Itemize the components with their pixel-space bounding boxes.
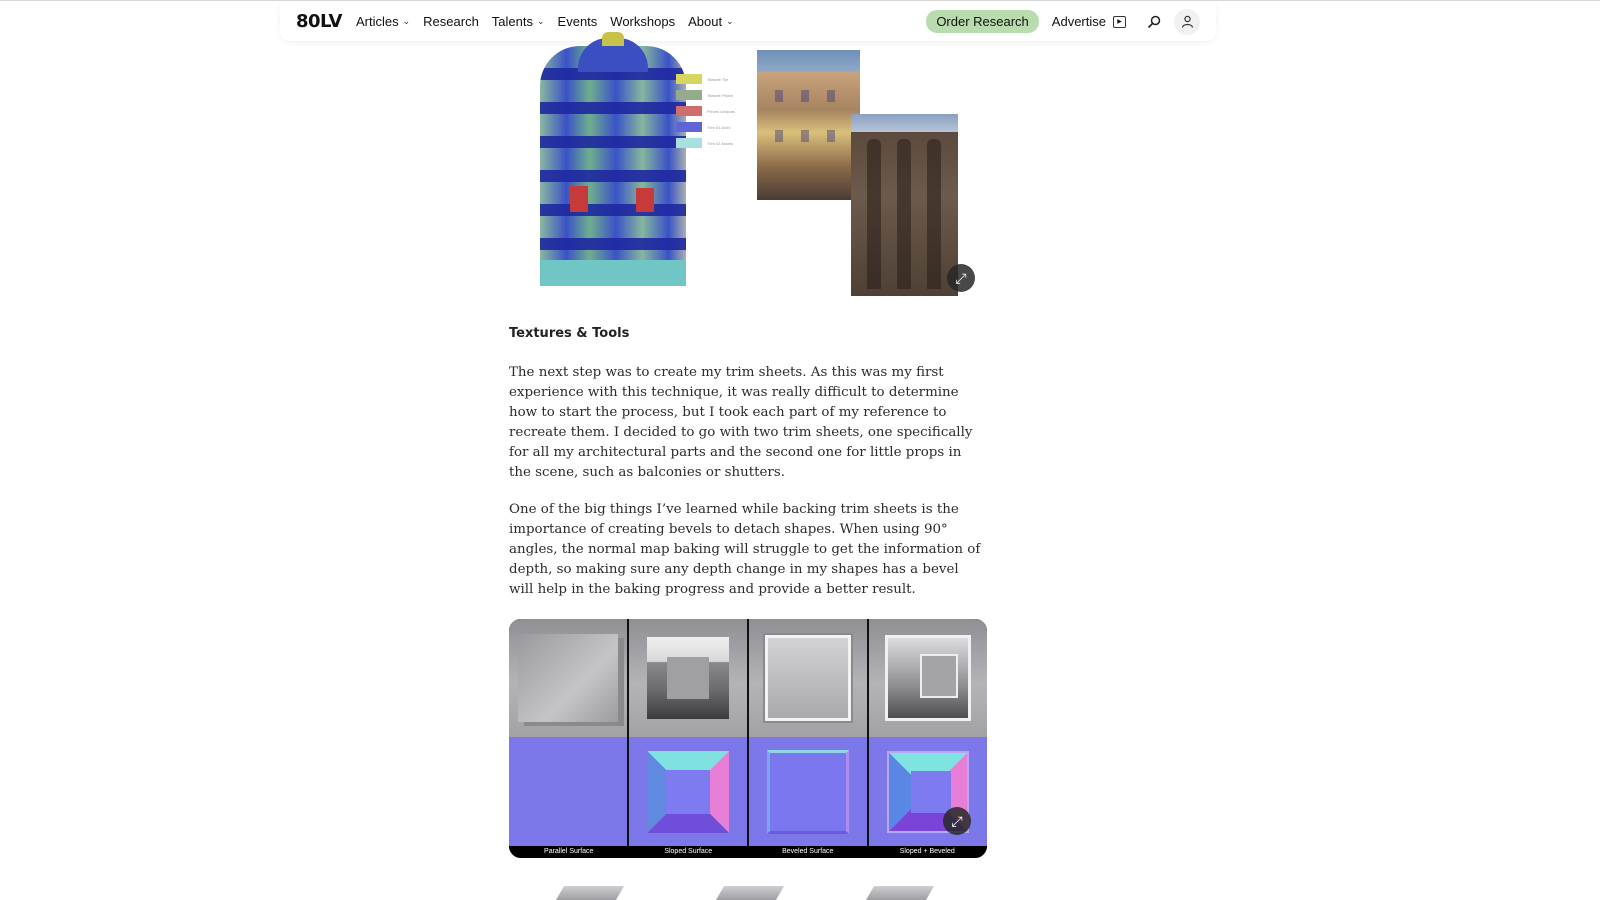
- flat-box-shape: [518, 634, 618, 722]
- column-shape: [927, 139, 941, 289]
- legend-row: [676, 135, 735, 151]
- normal-face: [911, 771, 951, 813]
- nav-articles-label: Articles: [355, 14, 399, 29]
- window-shape: [827, 130, 835, 142]
- window-shape: [827, 90, 835, 102]
- trim-legend: [676, 71, 735, 151]
- expand-icon[interactable]: ⤢: [947, 264, 975, 292]
- top-navbar: [280, 2, 1216, 41]
- beveled-surface-render: [749, 619, 867, 737]
- advertise-label: Advertise: [1051, 14, 1106, 29]
- search-icon[interactable]: [1142, 10, 1166, 34]
- reference-photo: [757, 50, 860, 200]
- unique-piece-mark: [570, 186, 588, 212]
- sloped-box-shape: [647, 637, 729, 719]
- nav-talents[interactable]: [492, 14, 545, 29]
- top-border: [0, 0, 1600, 1]
- order-research-button[interactable]: Order Research: [926, 10, 1038, 33]
- legend-row: [676, 103, 735, 119]
- nav-articles[interactable]: [356, 14, 410, 29]
- advertise-link[interactable]: [1052, 14, 1126, 29]
- caption: Sloped Surface: [664, 848, 713, 855]
- sloped-surface-render: [629, 619, 747, 737]
- chevron-down-icon: ⌄: [402, 16, 411, 26]
- legend-swatch: [676, 74, 702, 84]
- chevron-down-icon: ⌄: [537, 16, 545, 26]
- slope-face: [667, 657, 709, 699]
- window-shape: [775, 90, 783, 102]
- nav-talents-label: Talents: [491, 14, 533, 29]
- user-icon[interactable]: [1174, 9, 1200, 35]
- play-box-icon: ▶: [1113, 16, 1126, 28]
- nav-research[interactable]: [423, 14, 479, 29]
- nav-events-label: Events: [557, 14, 598, 29]
- color-coded-building-image: [540, 46, 686, 286]
- window-shape: [775, 130, 783, 142]
- sloped-surface-normal: [629, 737, 747, 846]
- sloped-beveled-normal: [869, 737, 987, 846]
- site-logo[interactable]: 80LV: [296, 11, 342, 32]
- legend-label: Tileable Tile: [707, 76, 729, 82]
- window-shape: [801, 90, 809, 102]
- caption-bar: [509, 846, 987, 858]
- normal-face: [666, 770, 710, 814]
- beveled-surface-normal: [749, 737, 867, 846]
- sloped-beveled-box-shape: [885, 635, 971, 721]
- caption: Beveled Surface: [782, 848, 834, 855]
- legend-swatch: [676, 138, 702, 148]
- beveled-normal-shape: [767, 750, 849, 834]
- sloped-normal-shape: [647, 751, 729, 833]
- window-shape: [801, 130, 809, 142]
- column-shape: [897, 139, 911, 289]
- next-figure-shape: [716, 886, 784, 900]
- nav-workshops[interactable]: [610, 14, 675, 29]
- nav-about[interactable]: [688, 14, 734, 29]
- parallel-surface-render: [509, 619, 627, 737]
- chevron-down-icon: ⌄: [726, 16, 734, 26]
- legend-label: Pieces Uniques: [707, 108, 735, 114]
- nav-events[interactable]: [558, 14, 598, 29]
- legend-row: [676, 87, 735, 103]
- section-heading: Textures & Tools: [509, 326, 630, 341]
- legend-swatch: [676, 122, 702, 132]
- legend-swatch: [676, 106, 702, 116]
- expand-icon[interactable]: ⤢: [943, 807, 971, 835]
- next-figure-shape: [866, 886, 934, 900]
- nav-research-label: Research: [423, 14, 479, 29]
- sloped-beveled-render: [869, 619, 987, 737]
- legend-label: Trim 02 Assets: [707, 140, 734, 146]
- bevel-grid: [509, 619, 987, 846]
- bevel-comparison-figure: [509, 619, 987, 858]
- nav-about-label: About: [688, 14, 723, 29]
- paragraph: The next step was to create my trim sheets. As this was my first experience with this technique, it was really difficult to determine how to start the process, but I took each part of my reference to recreate them. I decided to go with two trim sheets, one specifically for all my architectural parts and the second one for little props in the scene, such as balconies or shutters.: [509, 365, 973, 481]
- legend-swatch: [676, 90, 702, 100]
- legend-label: Trim 01 Archi: [707, 124, 731, 130]
- caption: Sloped + Beveled: [899, 848, 955, 855]
- tower-top-shape: [602, 32, 624, 46]
- clay-render-image: [851, 114, 958, 296]
- beveled-box-shape: [765, 635, 851, 721]
- legend-label: Tileable Plaine: [707, 92, 734, 98]
- paragraph: One of the big things I’ve learned while backing trim sheets is the importance of creating bevels to detach shapes. When using 90° angles, the normal map baking will struggle to get the information of depth, so making sure any depth change in my shapes has a bevel will help in the baking progress and provide a better result.: [509, 502, 981, 598]
- unique-piece-mark: [636, 188, 654, 212]
- column-shape: [867, 139, 881, 289]
- next-figure-shape: [556, 886, 624, 900]
- tower-base-band: [540, 260, 686, 286]
- trim-layout-figure: [530, 44, 980, 302]
- nav-workshops-label: Workshops: [610, 14, 676, 29]
- legend-row: [676, 119, 735, 135]
- caption: Parallel Surface: [544, 848, 594, 855]
- legend-row: [676, 71, 735, 87]
- sb-face: [920, 654, 958, 698]
- parallel-surface-normal: [509, 737, 627, 846]
